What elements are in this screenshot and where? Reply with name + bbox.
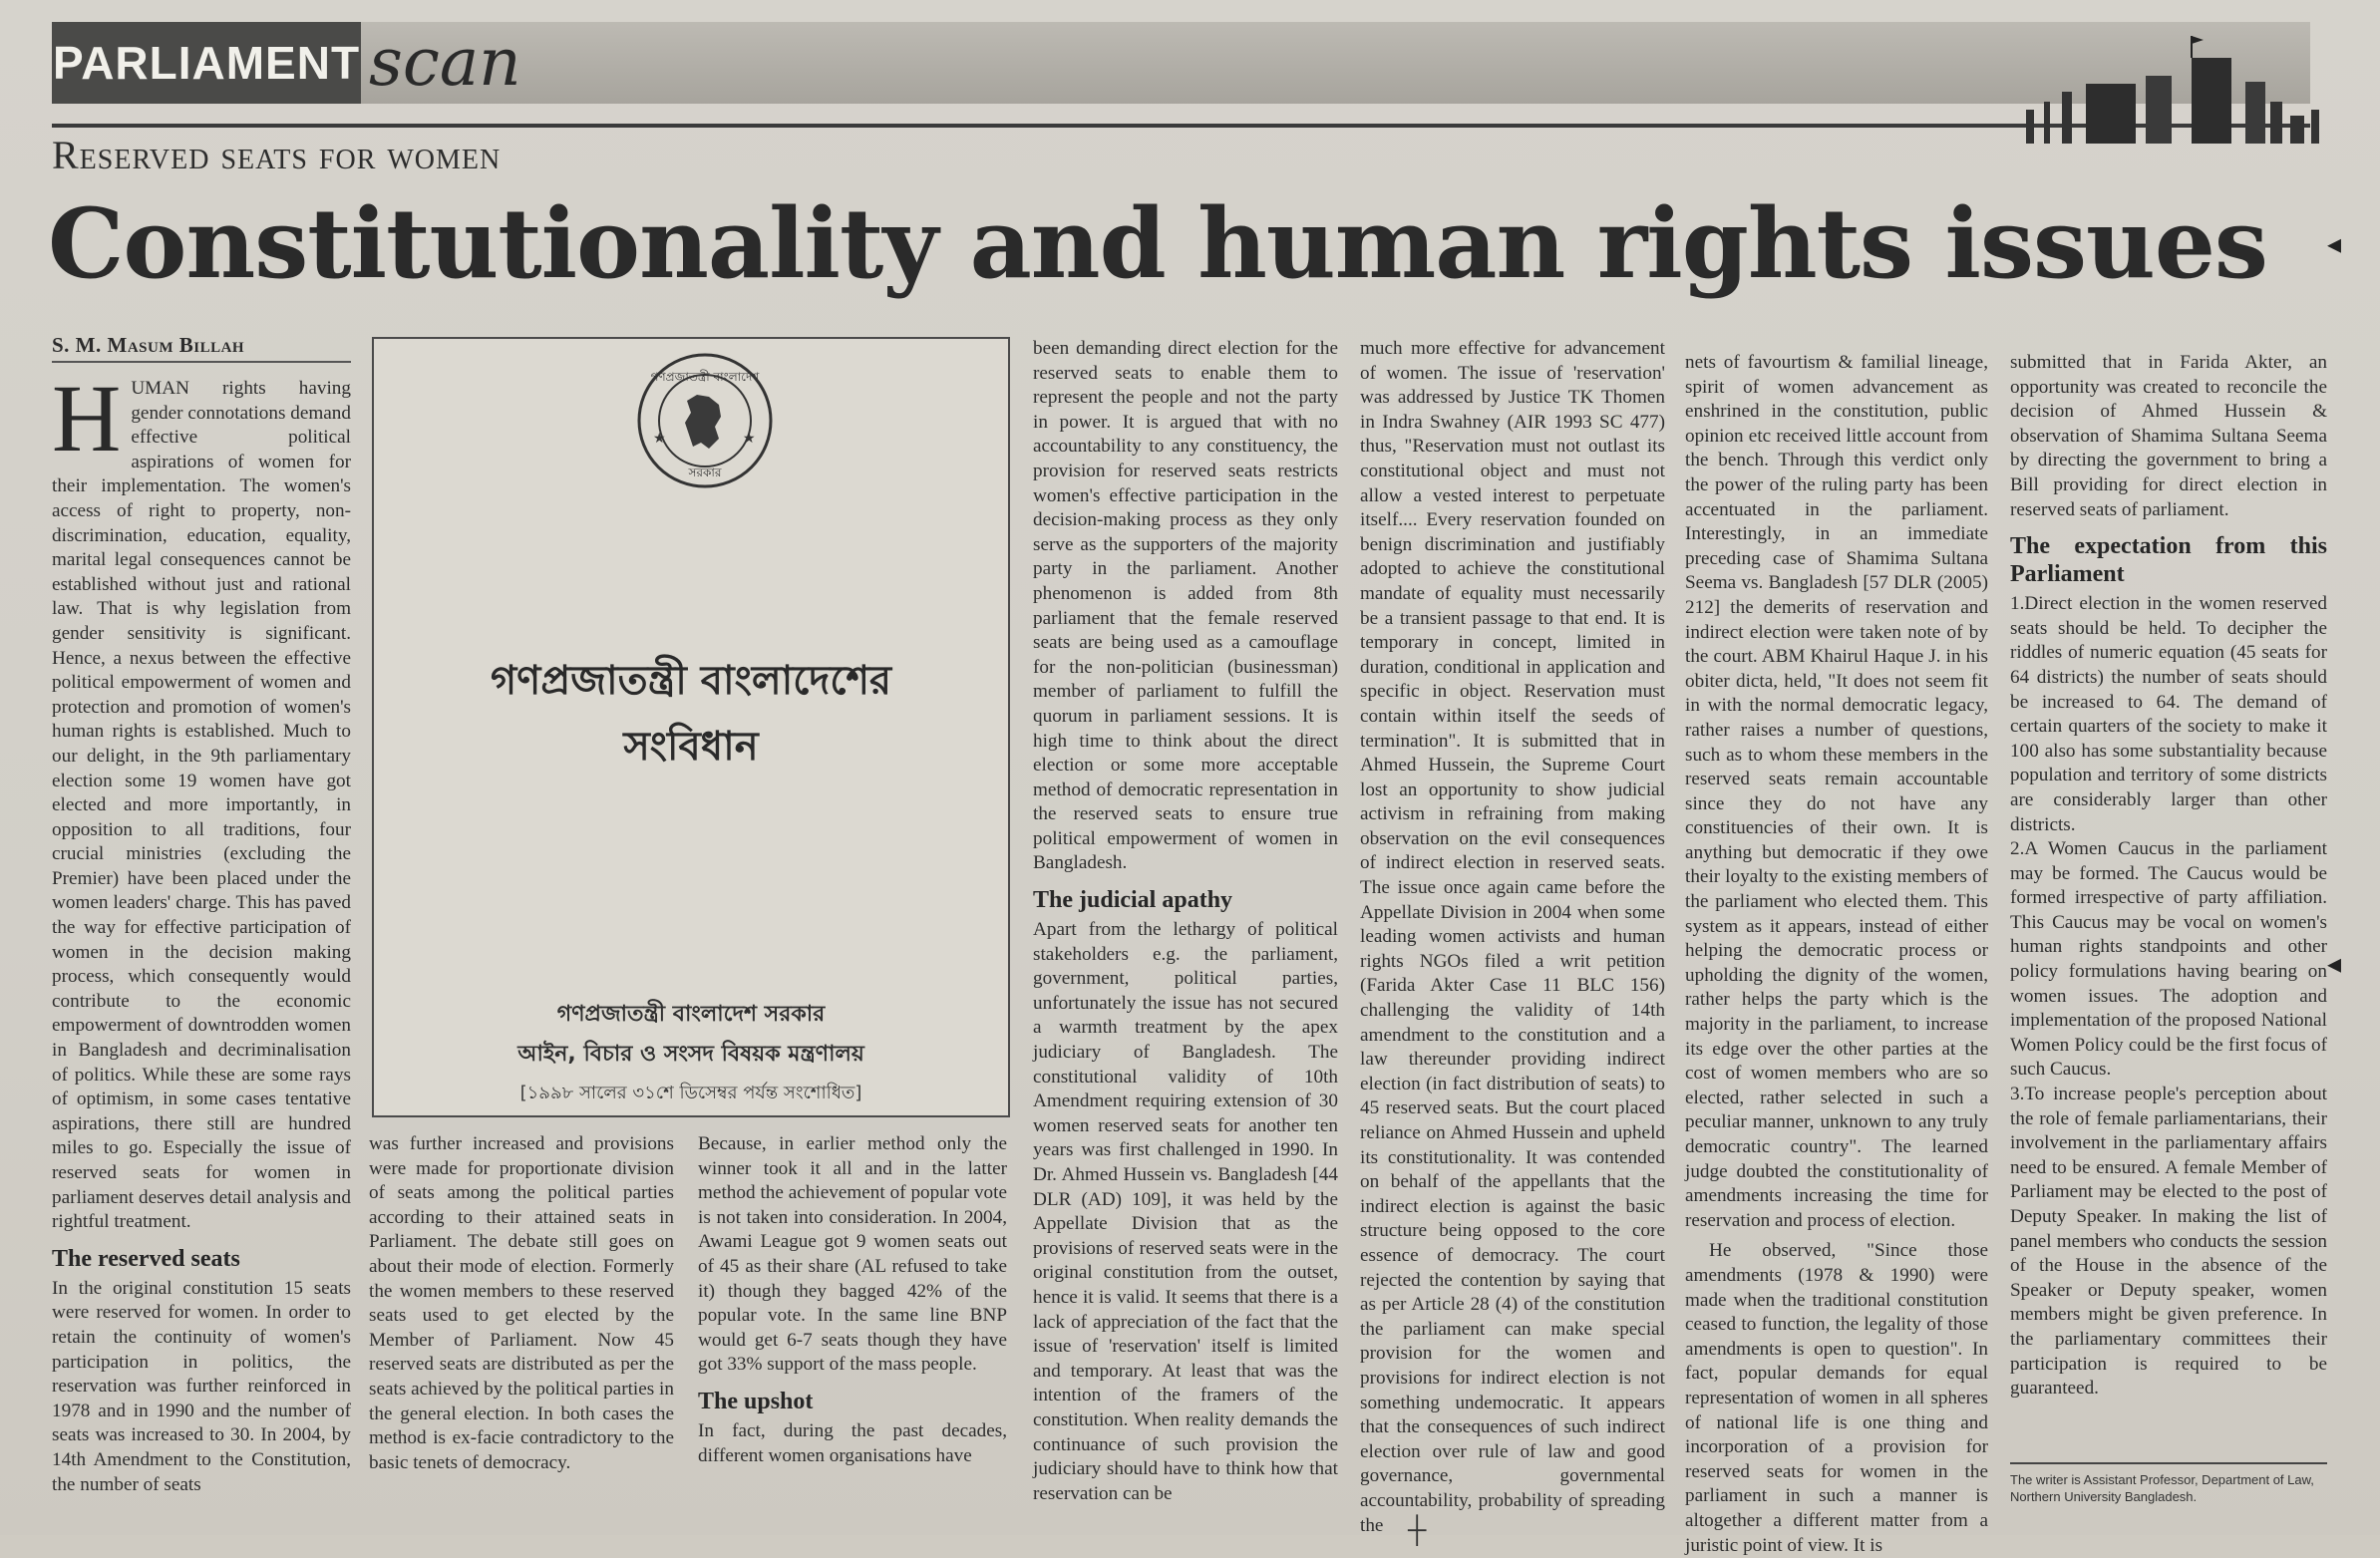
paragraph: UMAN rights having gender connotations demand effective political aspirations of women for their implementation. The women's access of right to property, non-discrimination, education, equality, marital legal consequences cannot be established without just and rational law. That is why legislation from gender sensitivity is significant. Hence, a nexus between the effective political empowerment of women and protection and promotion of women's human rights is established. Much to our delight, in the 9th parliamentary election some 19 women have got elected and more importantly, in opposition to all traditions, four crucial ministries (excluding the Premier) have been placed under the women leaders' charge. This has paved the way for effective participation of women in the decision making process, which consequently would contribute to the economic empowerment of downtrodden women in Bangladesh and decriminalisation of politics. While these are some rays of optimism, in some cases tentative aspirations, there still are hundred miles to go. Especially the issue of reserved seats for women in parliament deserves detail analysis and rightful treatment. <box>52 378 351 1233</box>
subhead-expectation: The expectation from this Parliament <box>2010 533 2327 588</box>
column-2 <box>369 1132 674 1475</box>
headline: Constitutionality and human rights issues <box>48 187 2267 300</box>
section-sublabel: scan <box>369 24 521 101</box>
column-7 <box>2010 351 2327 1402</box>
kicker-text: Reserved seats for women <box>52 133 502 177</box>
paragraph: been demanding direct election for the reserved seats to enable them to represent the people and not the party in power. It is argued that with no accountability to any constituency, the provision for reserved seats restricts women's effective participation in the decision-making process as they only serve as the supporters of the majority party in the parliament. Another phenomenon is added from 8th parliament that the female reserved seats are being used as a camouflage for the non-politician (businessman) member of parliament to fulfill the quorum in parliament sessions. It is high time to think about the direct election or some more acceptable method of democratic representation in the reserved seats to ensure true political empowerment of women in Bangladesh. <box>1033 338 1338 874</box>
byline: S. M. Masum Billah <box>52 333 245 357</box>
cover-title <box>374 648 1008 779</box>
paragraph: nets of favourtism & familial lineage, spirit of women advancement as enshrined in the constitution, public opinion etc received little account from the bench. Through this verdict only the power of the ruling party has been accentuated in the parliament. Interestingly, in an immediate preceding case of Shamima Sultana Seema vs. Bangladesh [57 DLR (2005) 212] the demerits of reservation and indirect election were taken note of by the court. ABM Khairul Haque J. in his obiter dicta, held, "It does not seem fit in with the normal democratic legacy, rather raises a number of questions, such as to whom these members in the reserved seats remain accountable since they do not have any constituencies of their own. It is anything but democratic if they owe their loyalty to the existing members of the parliament who elected them. This system as it appears, instead of either helping the democratic process or upholding the dignity of the women, rather helps the party which is the majority in the parliament, to increase its edge over the other parties at the cost of women members who are so elected, rather selected in such a peculiar manner, unknown to any truly democratic country". The learned judge doubted the constitutionality of amendments increasing the time for reservation and process of election. <box>1685 352 1988 1231</box>
kicker <box>52 132 501 178</box>
cover-publisher-line2: আইন, বিচার ও সংসদ বিষয়ক মন্ত্রণালয় <box>517 1042 864 1067</box>
bangladesh-govt-seal-icon <box>635 351 775 490</box>
registration-mark-icon: ┼ <box>1408 1515 1427 1544</box>
paragraph: much more effective for advancement of women. The issue of 'reservation' was addressed by Justice TK Thomen in Indra Swahney (AIR 1993 SC 477) thus, "Reservation must not outlast its constitutional object and must not allow a vested interest to perpetuate itself.... Every reservation founded on benign discrimination and justifiably adopted to achieve the constitutional mandate of equality must necessarily be a transient passage to that end. It is temporary in concept, limited in duration, conditional in application and specific in object. Reservation must contain within itself the seeds of termination". It is submitted that in Ahmed Hussein, the Supreme Court lost an opportunity to show judicial activism in refraining from making observation on the evil consequences of indirect election in reserved seats. The issue once again came before the Appellate Division in 2004 when some leading women activists and human rights NGOs filed a writ petition (Farida Akter Case 11 BLC 156) challenging the validity of 14th amendment to the constitution and a law thereunder providing indirect election (in fact distribution of seats) to 45 reserved seats. But the court placed reliance on Ahmed Hussein and upheld its constitutionality. It was contended on behalf of the appellants that the indirect election is against the basic structure being opposed to the core essence of democracy. The court rejected the contention by saying that as per Article 28 (4) of the constitution the parliament can make special provision for the women and provisions for indirect election is not something undemocratic. It appears that the consequences of such indirect election over rule of law and good governance, governmental accountability, probability of spreading the <box>1360 338 1665 1536</box>
svg-text:★: ★ <box>743 432 756 447</box>
paragraph: 1.Direct election in the women reserved seats should be held. To decipher the riddles of numeric equation (45 seats for 64 districts) the number of seats should be increased to 64. The demand of certain quarters of the society to make it 100 also has some substantiality because population and territory of some districts are considerably larger than other districts. <box>2010 593 2327 835</box>
drop-cap: H <box>52 365 122 471</box>
parliament-building-icon <box>1966 32 2365 152</box>
column-4 <box>1033 337 1338 1506</box>
cover-title-line2: সংবিধান <box>623 724 759 770</box>
paragraph: In fact, during the past decades, different women organisations have <box>698 1419 1007 1466</box>
cover-title-line1: গণপ্রজাতন্ত্রী বাংলাদেশের <box>490 658 892 704</box>
byline-rule <box>52 361 351 363</box>
footnote-rule <box>2010 1462 2327 1464</box>
paragraph: was further increased and provisions were made for proportionate division of seats among the political parties according to their attained seats in Parliament. The debate still goes on about their mode of election. Formerly the women members to these reserved seats used to get elected by the Member of Parliament. Now 45 reserved seats are distributed as per the seats achieved by the political parties in the general election. In both cases the method is ex-facie contradictory to the basic tenets of democracy. <box>369 1133 674 1473</box>
svg-text:★: ★ <box>653 432 666 447</box>
section-masthead <box>52 22 2310 104</box>
paragraph: submitted that in Farida Akter, an opportunity was created to reconcile the decision of Ahmed Hussein & observation of Shamima Sultana Seema by directing the government to bring a Bill providing for direct election in reserved seats of parliament. <box>2010 352 2327 520</box>
svg-text:গণপ্রজাতন্ত্রী বাংলাদেশ: গণপ্রজাতন্ত্রী বাংলাদেশ <box>650 370 760 384</box>
column-6 <box>1685 351 1988 1558</box>
constitution-cover-image <box>372 337 1010 1117</box>
page-edge-arrow-icon: ◂ <box>2327 229 2342 260</box>
cover-publisher-line3: [১৯৯৮ সালের ৩১শে ডিসেম্বর পর্যন্ত সংশোধিত] <box>519 1083 862 1103</box>
paragraph: In the original constitution 15 seats were reserved for women. In order to retain the continuity of women's participation in politics, the reservation was further reinforced in 1978 and in 1990 and the number of seats was increased to 30. In 2004, by 14th Amendment to the Constitution, the number of seats <box>52 1277 351 1495</box>
paragraph: 3.To increase people's perception about the role of female parliamentarians, their involvement in the parliamentary affairs need to be ensured. A female Member of Parliament may be elected to the post of Deputy Speaker. In making the list of panel members who conducts the session of the House in the absence of the Speaker or Deputy speaker, women members might be given preference. In the parliamentary committees their participation is required to be guaranteed. <box>2010 1084 2327 1400</box>
column-5 <box>1360 337 1665 1538</box>
paragraph: Because, in earlier method only the winner took it all and in the latter method the achievement of popular vote is not taken into consideration. In 2004, Awami League got 9 women seats out of 45 as their share (AL refused to take it) though they bagged 42% of the popular vote. In the same line BNP would get 6-7 seats though they have got 33% support of the mass people. <box>698 1133 1007 1376</box>
column-3 <box>698 1132 1007 1468</box>
cover-publisher-line1: গণপ্রজাতন্ত্রী বাংলাদেশ সরকার <box>556 1002 826 1027</box>
subhead-upshot: The upshot <box>698 1388 814 1414</box>
paragraph: 2.A Women Caucus in the parliament may be formed. The Caucus would be formed irrespective of party affiliation. This Caucus may be vocal on women's human rights standpoints and other policy formulations having bearing on women issues. The adoption and implementation of the proposed National Women Policy could be the first focus of such Caucus. <box>2010 838 2327 1081</box>
subhead-judicial-apathy: The judicial apathy <box>1033 887 1233 914</box>
section-label: PARLIAMENT <box>52 22 361 104</box>
column-1 <box>52 365 351 1497</box>
subhead-reserved-seats: The reserved seats <box>52 1245 240 1272</box>
paragraph: He observed, "Since those amendments (1978 & 1990) were made when the traditional constitution ceased to function, the legality of those amendments is open to question". In fact, popular demands for equal representation of women in all spheres of national life is one thing and incorporation of a provision for reserved seats for women in the parliament in such a manner is altogether a different matter from a juristic point of view. It is <box>1685 1240 1988 1556</box>
page-edge-arrow-icon: ◂ <box>2327 949 2342 980</box>
author-note: The writer is Assistant Professor, Department of Law, Northern University Bangladesh. <box>2010 1472 2314 1504</box>
paragraph: Apart from the lethargy of political stakeholders e.g. the parliament, government, political parties, unfortunately the issue has not secured a warmth treatment by the apex judiciary of Bangladesh. The constitutional validity of 10th Amendment requiring extension of 30 women reserved seats for another ten years was first challenged in 1990. In Dr. Ahmed Hussein vs. Bangladesh [44 DLR (AD) 109], it was held by the Appellate Division that as the provisions of reserved seats were in the original constitution from the outset, hence it is valid. It seems that there is a lack of appreciation of the fact that the issue of 'reservation' itself is limited and temporary. At least that was the intention of the framers of the constitution. When reality demands the continuance of such provision the judiciary should have to think how that reservation can be <box>1033 919 1338 1504</box>
svg-text:সরকার: সরকার <box>688 466 722 479</box>
